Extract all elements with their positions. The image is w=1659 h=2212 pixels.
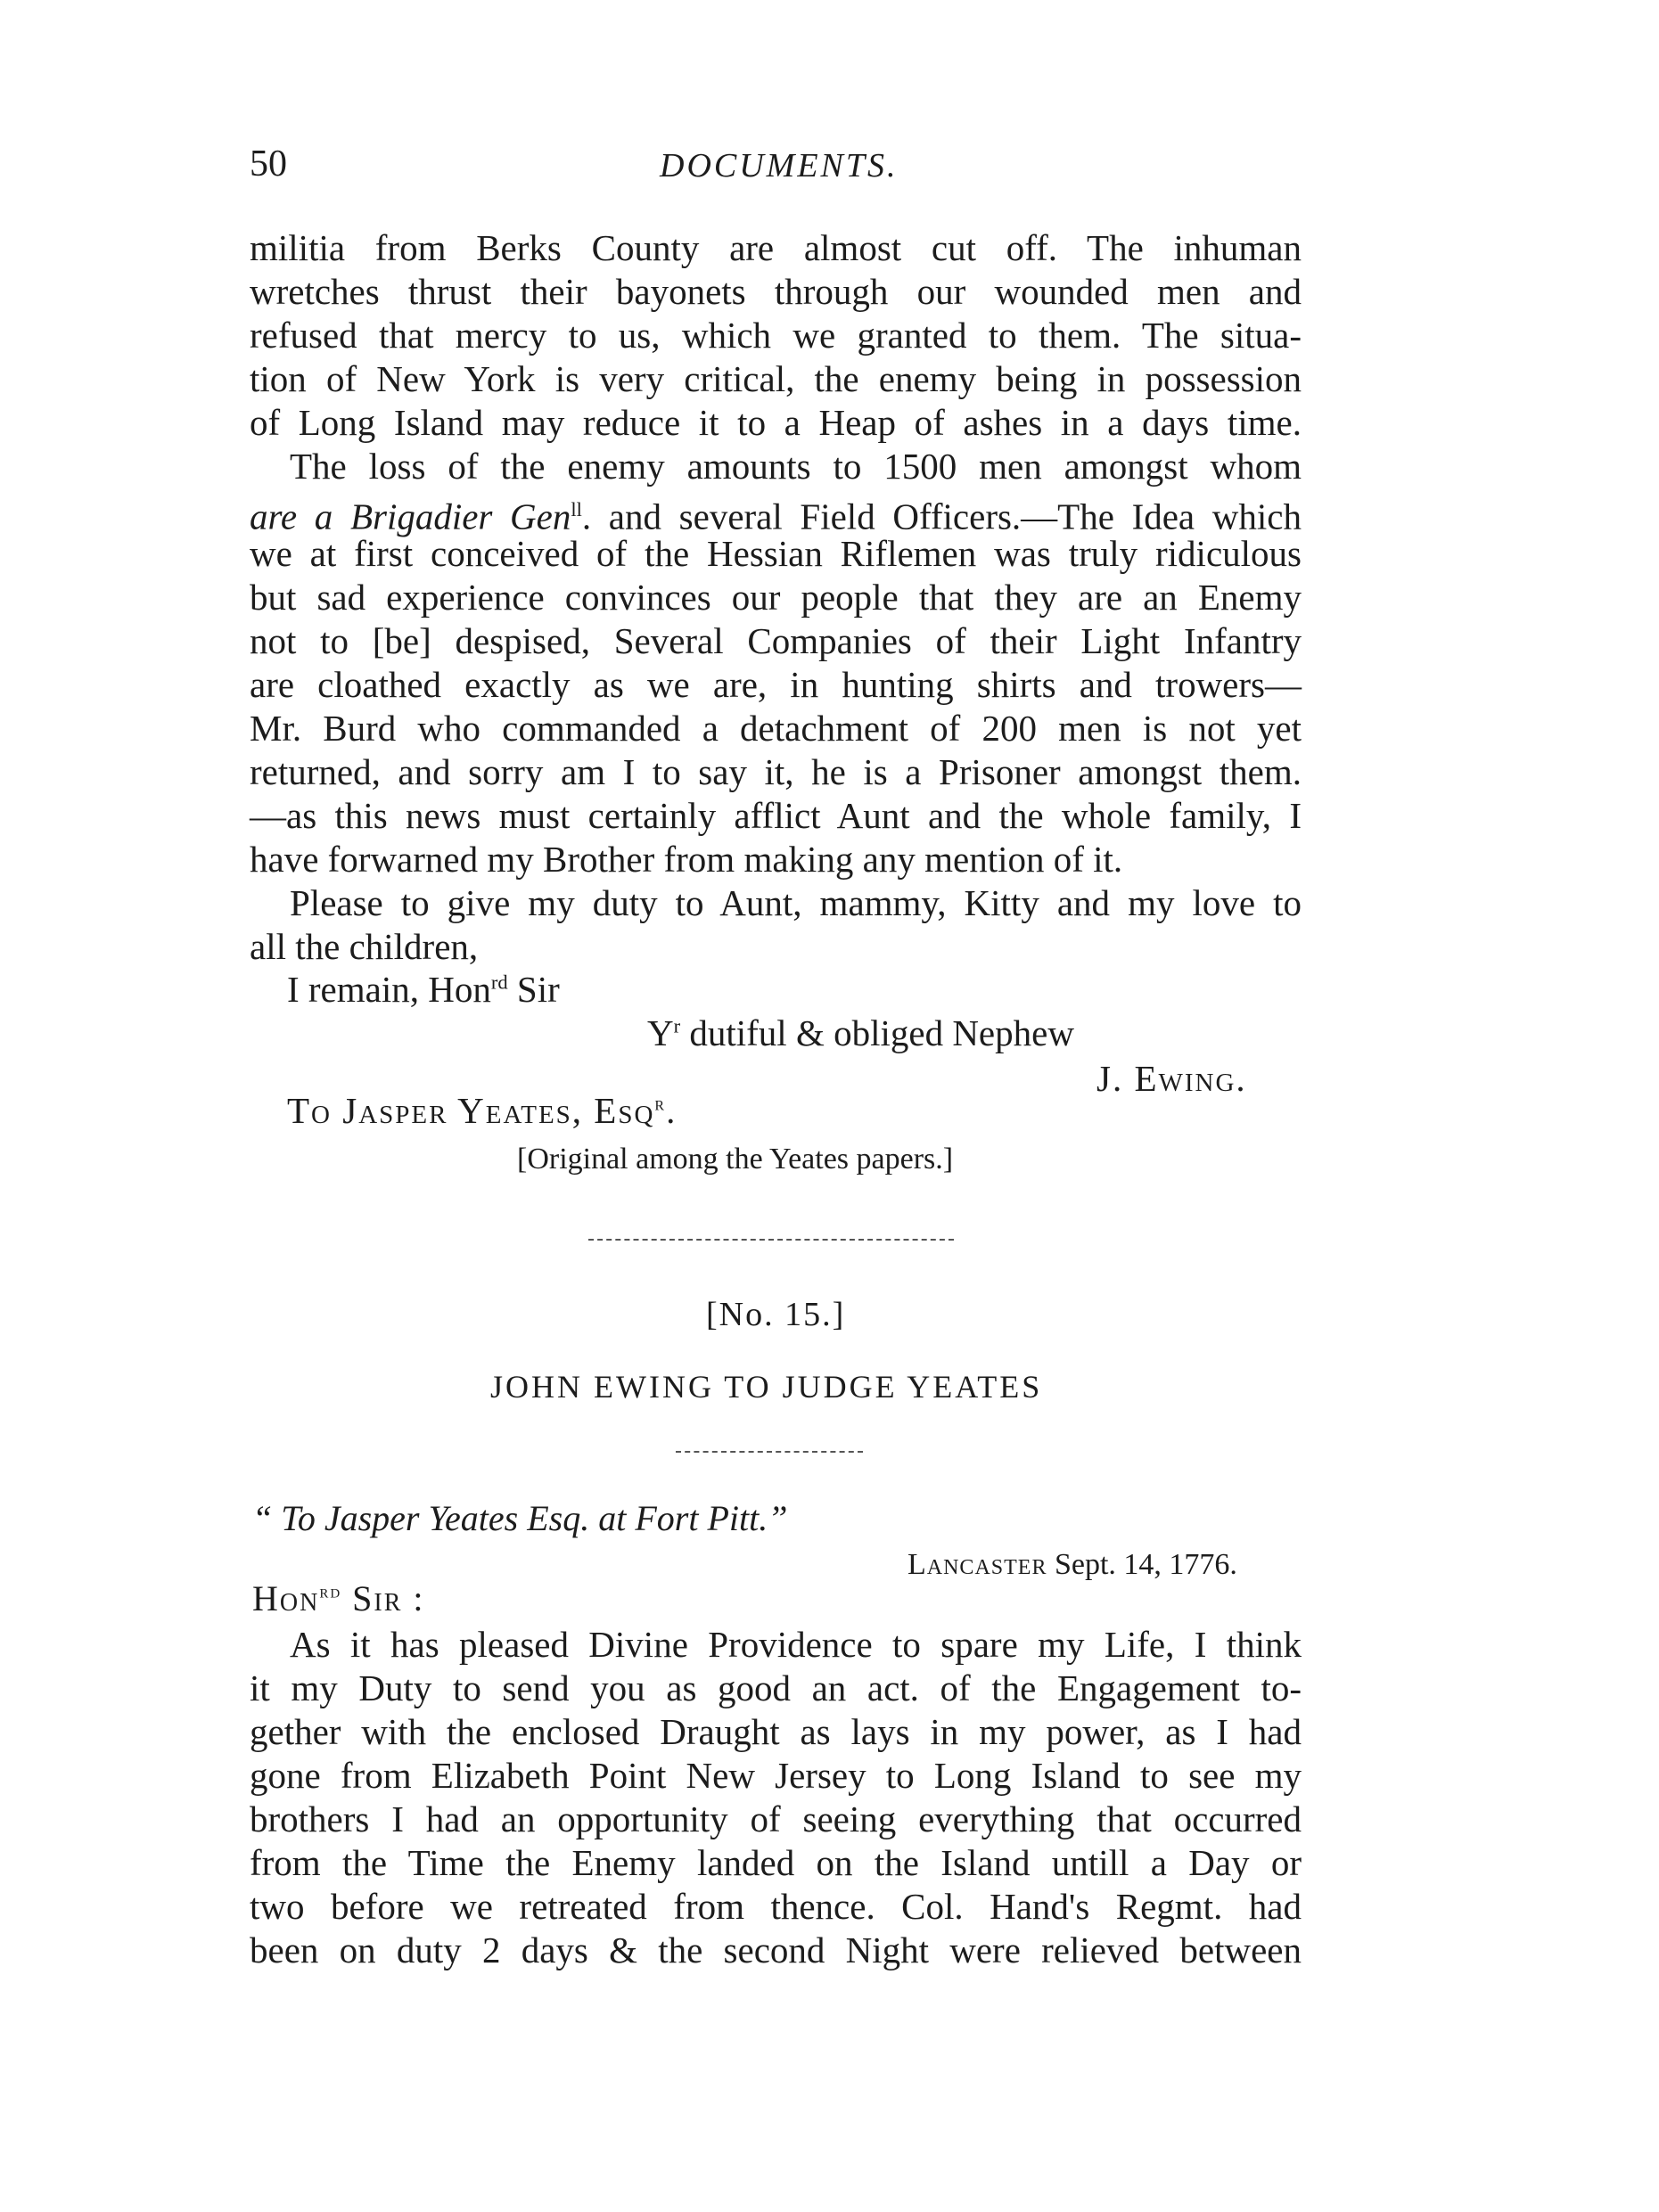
body-line: two before we retreated from thence. Col. Hand's Regmt. had — [250, 1886, 1302, 1927]
body-line: brothers I had an opportunity of seeing everything that occurred — [250, 1798, 1302, 1839]
document-number: [No. 15.] — [706, 1296, 846, 1333]
body-line: not to [be] despised, Several Companies of their Light Infantry — [250, 620, 1302, 661]
closing-line — [647, 1012, 1074, 1054]
title-divider — [676, 1451, 863, 1453]
body-line: As it has pleased Divine Providence to spare my Life, I think — [290, 1624, 1302, 1665]
section-divider — [588, 1239, 954, 1241]
body-line-part: are a Brigadier Gen — [250, 496, 571, 537]
source-note: [Original among the Yeates papers.] — [517, 1143, 954, 1176]
superscript: r — [654, 1092, 667, 1115]
place: Lancaster — [908, 1548, 1047, 1581]
body-line: are cloathed exactly as we are, in hunting shirts and trowers— — [250, 664, 1302, 705]
body-line: wretches thrust their bayonets through our wounded men and — [250, 271, 1302, 312]
superscript: rd — [319, 1579, 342, 1602]
body-line: all the children, — [250, 926, 479, 967]
body-line: but sad experience convinces our people that they are an Enemy — [250, 577, 1302, 618]
body-line: gether with the enclosed Draught as lays in my power, as I had — [250, 1711, 1302, 1752]
body-line: refused that mercy to us, which we granted to them. The situa- — [250, 315, 1302, 356]
addressee-text: . — [666, 1090, 678, 1131]
page-number: 50 — [250, 143, 287, 184]
body-line: of Long Island may reduce it to a Heap of ashes in a days time. — [250, 402, 1302, 443]
body-line: tion of New York is very critical, the enemy being in possession — [250, 358, 1302, 399]
body-line-part: . and several Field Officers.—The Idea which — [581, 496, 1302, 537]
closing-line — [287, 968, 560, 1011]
body-line: returned, and sorry am I to say it, he is a Prisoner amongst them. — [250, 751, 1302, 792]
body-line: —as this news must certainly afflict Aunt and the whole family, I — [250, 795, 1302, 836]
place-date — [908, 1548, 1237, 1582]
signature: J. Ewing. — [1096, 1058, 1247, 1099]
closing-text: I remain, Hon — [287, 969, 491, 1010]
addressee-text: To Jasper Yeates, Esq — [287, 1090, 655, 1131]
date: Sept. 14, 1776. — [1047, 1548, 1237, 1581]
closing-text: Y — [647, 1012, 674, 1053]
body-line: have forwarned my Brother from making any mention of it. — [250, 839, 1123, 880]
body-line: gone from Elizabeth Point New Jersey to Long Island to see my — [250, 1755, 1302, 1796]
superscript: r — [673, 1014, 681, 1037]
body-line: The loss of the enemy amounts to 1500 men amongst whom — [290, 446, 1302, 487]
body-line: it my Duty to send you as good an act. of the Engagement to- — [250, 1667, 1302, 1708]
running-title: DOCUMENTS. — [660, 147, 899, 184]
body-line: from the Time the Enemy landed on the Island untill a Day or — [250, 1842, 1302, 1883]
body-line: we at first conceived of the Hessian Riflemen was truly ridiculous — [250, 533, 1302, 574]
closing-text: Sir — [507, 969, 560, 1010]
endorsement: “ To Jasper Yeates Esq. at Fort Pitt.” — [252, 1498, 788, 1538]
body-line: Mr. Burd who commanded a detachment of 200 men is not yet — [250, 708, 1302, 749]
salutation-text: Hon — [252, 1578, 320, 1618]
superscript: ll — [571, 498, 582, 520]
salutation — [252, 1577, 425, 1619]
body-line: militia from Berks County are almost cut off. The inhuman — [250, 227, 1302, 268]
body-line: been on duty 2 days & the second Night were relieved between — [250, 1929, 1302, 1970]
superscript: rd — [490, 971, 508, 994]
salutation-text: Sir : — [341, 1578, 425, 1618]
closing-text: dutiful & obliged Nephew — [680, 1012, 1074, 1053]
body-line: Please to give my duty to Aunt, mammy, Kitty and my love to — [290, 882, 1302, 923]
document-title: JOHN EWING TO JUDGE YEATES — [490, 1369, 1043, 1405]
addressee — [287, 1089, 677, 1132]
